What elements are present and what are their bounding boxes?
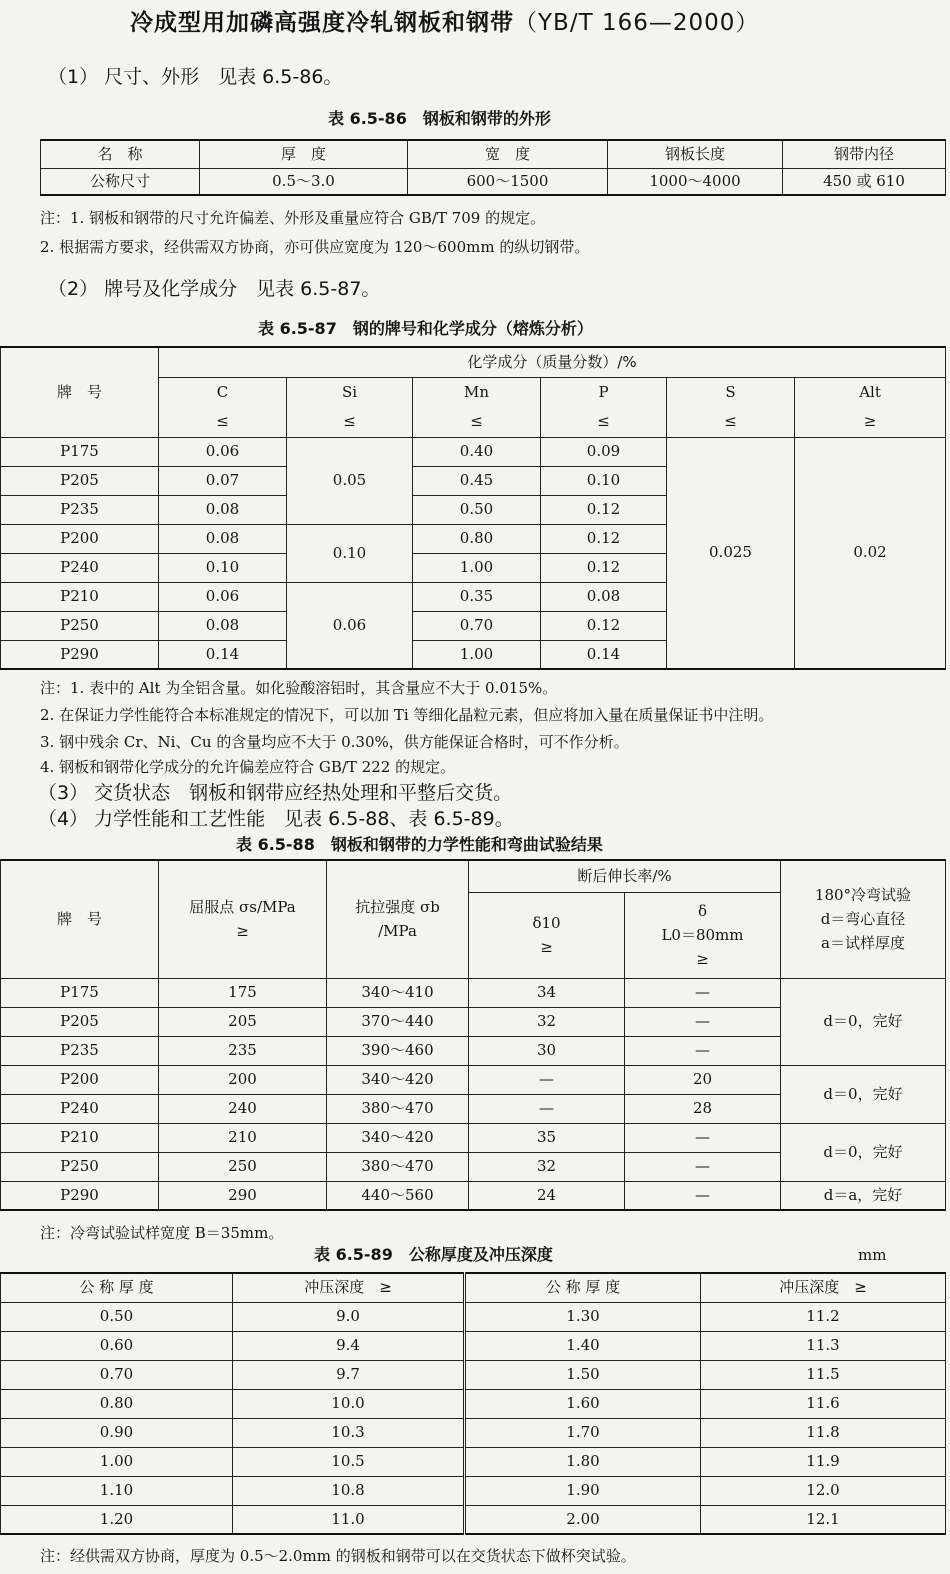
t88-bend: d＝0，完好 bbox=[781, 1065, 946, 1123]
t87-sign: ≤ bbox=[413, 407, 541, 437]
t89-cell: 2.00 bbox=[465, 1505, 701, 1534]
t87-c: 0.08 bbox=[159, 524, 287, 553]
t87-p: 0.08 bbox=[541, 582, 667, 611]
table-88 bbox=[0, 859, 946, 1211]
t88-grade: P235 bbox=[1, 1036, 159, 1065]
t88-grade: P240 bbox=[1, 1094, 159, 1123]
t89-note: 注：经供需双方协商，厚度为 0.5～2.0mm 的钢板和钢带可以在交货状态下做杯突试验。 bbox=[40, 1547, 636, 1565]
t89-cell: 1.50 bbox=[465, 1360, 701, 1389]
t88-header-elongation: 断后伸长率/% bbox=[469, 860, 781, 892]
t89-cell: 1.10 bbox=[1, 1476, 233, 1505]
t87-sign: ≤ bbox=[159, 407, 287, 437]
t86-note-2: 2. 根据需方要求，经供需双方协商，亦可供应宽度为 120～600mm 的纵切钢带。 bbox=[40, 238, 590, 256]
t88-grade: P175 bbox=[1, 978, 159, 1007]
t87-mn: 0.45 bbox=[413, 466, 541, 495]
t89-cell: 12.0 bbox=[701, 1476, 946, 1505]
t88-tensile: 380～470 bbox=[327, 1094, 469, 1123]
t89-cell: 0.80 bbox=[1, 1389, 233, 1418]
t89-cell: 10.3 bbox=[233, 1418, 465, 1447]
t87-note-2: 2. 在保证力学性能符合本标准规定的情况下，可以加 Ti 等细化晶粒元素，但应将加入量在质量保证书中注明。 bbox=[40, 706, 774, 724]
t88-yield: 290 bbox=[159, 1181, 327, 1210]
t89-cell: 1.70 bbox=[465, 1418, 701, 1447]
t87-c: 0.08 bbox=[159, 495, 287, 524]
t86-cell: 0.5～3.0 bbox=[200, 168, 408, 195]
t89-cell: 1.60 bbox=[465, 1389, 701, 1418]
t88-d10: — bbox=[469, 1094, 625, 1123]
t86-header-name: 名 称 bbox=[41, 140, 200, 168]
t88-d10: 24 bbox=[469, 1181, 625, 1210]
t86-cell: 1000～4000 bbox=[608, 168, 783, 195]
t88-d80: — bbox=[625, 1152, 781, 1181]
t86-cell: 600～1500 bbox=[408, 168, 608, 195]
t87-header-p: P bbox=[541, 377, 667, 407]
table-89-unit: mm bbox=[858, 1246, 887, 1264]
t87-grade: P235 bbox=[1, 495, 159, 524]
t87-sign: ≤ bbox=[287, 407, 413, 437]
document-title: 冷成型用加磷高强度冷轧钢板和钢带（YB/T 166—2000） bbox=[130, 10, 760, 36]
t87-mn: 0.80 bbox=[413, 524, 541, 553]
t87-p: 0.12 bbox=[541, 611, 667, 640]
t87-header-c: C bbox=[159, 377, 287, 407]
t86-header-width: 宽 度 bbox=[408, 140, 608, 168]
section-3-heading: （3） 交货状态 钢板和钢带应经热处理和平整后交货。 bbox=[38, 782, 513, 804]
t87-grade: P210 bbox=[1, 582, 159, 611]
t88-header-tensile: 抗拉强度 σb /MPa bbox=[327, 860, 469, 978]
t87-p: 0.14 bbox=[541, 640, 667, 669]
t88-header-yield: 屈服点 σs/MPa ≥ bbox=[159, 860, 327, 978]
t87-mn: 0.35 bbox=[413, 582, 541, 611]
t87-header-si: Si bbox=[287, 377, 413, 407]
t87-header-alt: Alt bbox=[795, 377, 946, 407]
t87-p: 0.12 bbox=[541, 553, 667, 582]
t88-d10: 30 bbox=[469, 1036, 625, 1065]
t88-d10: — bbox=[469, 1065, 625, 1094]
t88-d10: 34 bbox=[469, 978, 625, 1007]
t88-grade: P210 bbox=[1, 1123, 159, 1152]
table-89-caption: 表 6.5-89 公称厚度及冲压深度 bbox=[314, 1245, 553, 1264]
t89-cell: 0.50 bbox=[1, 1302, 233, 1331]
t88-d80: — bbox=[625, 1181, 781, 1210]
t89-cell: 9.7 bbox=[233, 1360, 465, 1389]
table-86-caption: 表 6.5-86 钢板和钢带的外形 bbox=[328, 109, 551, 128]
t88-d10: 32 bbox=[469, 1152, 625, 1181]
t88-d80: — bbox=[625, 1123, 781, 1152]
t88-d80: — bbox=[625, 1036, 781, 1065]
t88-grade: P200 bbox=[1, 1065, 159, 1094]
t86-header-length: 钢板长度 bbox=[608, 140, 783, 168]
t87-mn: 0.40 bbox=[413, 437, 541, 466]
t87-mn: 1.00 bbox=[413, 640, 541, 669]
t87-header-composition: 化学成分（质量分数）/% bbox=[159, 347, 946, 377]
t88-tensile: 340～410 bbox=[327, 978, 469, 1007]
t88-tensile: 440～560 bbox=[327, 1181, 469, 1210]
t87-grade: P290 bbox=[1, 640, 159, 669]
t87-c: 0.10 bbox=[159, 553, 287, 582]
t89-cell: 11.2 bbox=[701, 1302, 946, 1331]
t88-bend: d＝0，完好 bbox=[781, 978, 946, 1065]
t87-grade: P240 bbox=[1, 553, 159, 582]
t87-si: 0.05 bbox=[287, 437, 413, 524]
t86-cell: 公称尺寸 bbox=[41, 168, 200, 195]
t88-note: 注：冷弯试验试样宽度 B＝35mm。 bbox=[40, 1224, 284, 1242]
t89-header-depth: 冲压深度 ≥ bbox=[701, 1273, 946, 1302]
t89-cell: 1.90 bbox=[465, 1476, 701, 1505]
section-4-heading: （4） 力学性能和工艺性能 见表 6.5-88、表 6.5-89。 bbox=[38, 808, 514, 830]
t88-d10: 35 bbox=[469, 1123, 625, 1152]
t89-header-thickness: 公 称 厚 度 bbox=[465, 1273, 701, 1302]
t87-p: 0.12 bbox=[541, 495, 667, 524]
t87-header-s: S bbox=[667, 377, 795, 407]
t88-yield: 240 bbox=[159, 1094, 327, 1123]
t87-sign: ≤ bbox=[541, 407, 667, 437]
t87-c: 0.07 bbox=[159, 466, 287, 495]
t88-d80: 28 bbox=[625, 1094, 781, 1123]
t89-cell: 11.6 bbox=[701, 1389, 946, 1418]
t87-alt: 0.02 bbox=[795, 437, 946, 669]
t89-cell: 11.3 bbox=[701, 1331, 946, 1360]
t87-note-3: 3. 钢中残余 Cr、Ni、Cu 的含量均应不大于 0.30%，供方能保证合格时，可不作分析。 bbox=[40, 733, 629, 751]
t89-cell: 11.5 bbox=[701, 1360, 946, 1389]
t89-cell: 1.00 bbox=[1, 1447, 233, 1476]
t88-d80: — bbox=[625, 1007, 781, 1036]
t87-c: 0.14 bbox=[159, 640, 287, 669]
table-89 bbox=[0, 1272, 946, 1535]
t88-yield: 200 bbox=[159, 1065, 327, 1094]
t88-d10: 32 bbox=[469, 1007, 625, 1036]
standard-number: （YB/T 166—2000） bbox=[514, 10, 760, 36]
t88-header-d10: δ10 ≥ bbox=[469, 892, 625, 978]
t88-header-bend: 180°冷弯试验 d＝弯心直径 a＝试样厚度 bbox=[781, 860, 946, 978]
t88-yield: 250 bbox=[159, 1152, 327, 1181]
t89-cell: 10.0 bbox=[233, 1389, 465, 1418]
t88-tensile: 380～470 bbox=[327, 1152, 469, 1181]
t87-si: 0.06 bbox=[287, 582, 413, 669]
t86-note-1: 注：1. 钢板和钢带的尺寸允许偏差、外形及重量应符合 GB/T 709 的规定。 bbox=[40, 209, 546, 227]
t89-header-thickness: 公 称 厚 度 bbox=[1, 1273, 233, 1302]
t87-header-mn: Mn bbox=[413, 377, 541, 407]
t87-mn: 1.00 bbox=[413, 553, 541, 582]
t89-cell: 11.9 bbox=[701, 1447, 946, 1476]
t87-p: 0.12 bbox=[541, 524, 667, 553]
t88-tensile: 390～460 bbox=[327, 1036, 469, 1065]
t86-header-thickness: 厚 度 bbox=[200, 140, 408, 168]
section-1-heading: （1） 尺寸、外形 见表 6.5-86。 bbox=[48, 66, 343, 88]
t89-cell: 1.30 bbox=[465, 1302, 701, 1331]
t88-tensile: 340～420 bbox=[327, 1123, 469, 1152]
t88-yield: 205 bbox=[159, 1007, 327, 1036]
t89-cell: 0.60 bbox=[1, 1331, 233, 1360]
section-2-heading: （2） 牌号及化学成分 见表 6.5-87。 bbox=[48, 278, 381, 300]
t88-yield: 210 bbox=[159, 1123, 327, 1152]
t88-d80: 20 bbox=[625, 1065, 781, 1094]
t87-c: 0.08 bbox=[159, 611, 287, 640]
t88-grade: P290 bbox=[1, 1181, 159, 1210]
t89-cell: 0.70 bbox=[1, 1360, 233, 1389]
t87-s: 0.025 bbox=[667, 437, 795, 669]
t86-header-inner-dia: 钢带内径 bbox=[783, 140, 946, 168]
table-88-caption: 表 6.5-88 钢板和钢带的力学性能和弯曲试验结果 bbox=[236, 835, 603, 854]
t87-header-grade: 牌 号 bbox=[1, 347, 159, 437]
t88-yield: 175 bbox=[159, 978, 327, 1007]
t88-bend: d＝0，完好 bbox=[781, 1123, 946, 1181]
t87-si: 0.10 bbox=[287, 524, 413, 582]
t89-cell: 1.40 bbox=[465, 1331, 701, 1360]
t87-grade: P205 bbox=[1, 466, 159, 495]
t88-header-d80: δ L0＝80mm ≥ bbox=[625, 892, 781, 978]
t87-grade: P200 bbox=[1, 524, 159, 553]
t87-note-4: 4. 钢板和钢带化学成分的允许偏差应符合 GB/T 222 的规定。 bbox=[40, 758, 456, 776]
table-87 bbox=[0, 346, 946, 670]
t89-cell: 9.4 bbox=[233, 1331, 465, 1360]
t87-grade: P175 bbox=[1, 437, 159, 466]
t88-grade: P250 bbox=[1, 1152, 159, 1181]
t89-cell: 1.80 bbox=[465, 1447, 701, 1476]
table-86 bbox=[40, 139, 946, 196]
t89-cell: 12.1 bbox=[701, 1505, 946, 1534]
t87-mn: 0.50 bbox=[413, 495, 541, 524]
t89-header-depth: 冲压深度 ≥ bbox=[233, 1273, 465, 1302]
t89-cell: 1.20 bbox=[1, 1505, 233, 1534]
t88-bend: d＝a，完好 bbox=[781, 1181, 946, 1210]
t89-cell: 11.0 bbox=[233, 1505, 465, 1534]
t89-cell: 11.8 bbox=[701, 1418, 946, 1447]
table-87-caption: 表 6.5-87 钢的牌号和化学成分（熔炼分析） bbox=[258, 319, 593, 338]
t87-note-1: 注：1. 表中的 Alt 为全铝含量。如化验酸溶铝时，其含量应不大于 0.015%。 bbox=[40, 679, 558, 697]
t89-cell: 0.90 bbox=[1, 1418, 233, 1447]
t86-cell: 450 或 610 bbox=[783, 168, 946, 195]
t87-mn: 0.70 bbox=[413, 611, 541, 640]
t88-tensile: 370～440 bbox=[327, 1007, 469, 1036]
t89-cell: 10.5 bbox=[233, 1447, 465, 1476]
t88-yield: 235 bbox=[159, 1036, 327, 1065]
t87-p: 0.09 bbox=[541, 437, 667, 466]
t87-c: 0.06 bbox=[159, 582, 287, 611]
t87-p: 0.10 bbox=[541, 466, 667, 495]
t89-cell: 10.8 bbox=[233, 1476, 465, 1505]
t87-sign: ≤ bbox=[667, 407, 795, 437]
t88-grade: P205 bbox=[1, 1007, 159, 1036]
t88-tensile: 340～420 bbox=[327, 1065, 469, 1094]
t87-sign: ≥ bbox=[795, 407, 946, 437]
t88-header-grade: 牌 号 bbox=[1, 860, 159, 978]
t87-grade: P250 bbox=[1, 611, 159, 640]
t88-d80: — bbox=[625, 978, 781, 1007]
t87-c: 0.06 bbox=[159, 437, 287, 466]
t89-cell: 9.0 bbox=[233, 1302, 465, 1331]
